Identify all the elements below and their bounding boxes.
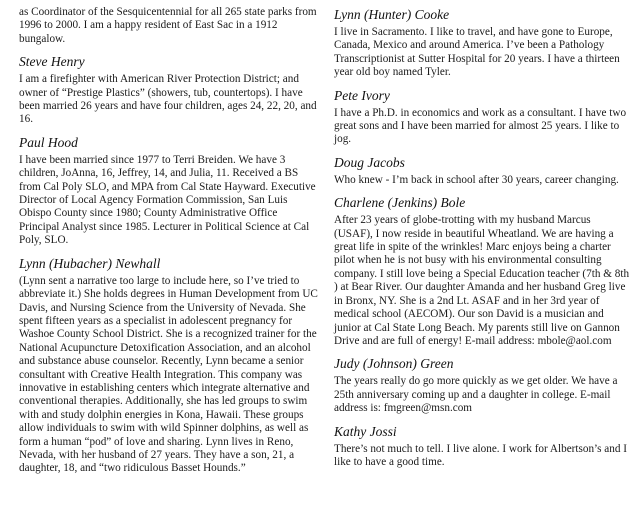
entry-bio: I have a Ph.D. in economics and work as a consultant. I have two great sons and I have been married for almost 25 years. I like to jog. <box>334 106 627 146</box>
entry-name: Charlene (Jenkins) Bole <box>334 195 466 211</box>
entry-bio: The years really do go more quickly as we get older. We have a 25th anniversary coming up and a daughter in college. E-mail address is: fmgreen@msn.com <box>334 375 618 415</box>
entry-bio: I live in Sacramento. I like to travel, and have gone to Europe, Canada, Mexico and around America. I’ve been a Pathology Transcriptionist at Sutter Hospital for 20 years. I have a thirteen year old boy named Tyler. <box>334 26 620 79</box>
entry-name: Lynn (Hunter) Cooke <box>334 7 450 22</box>
entry-bio: After 23 years of globe-trotting with my husband Marcus (USAF), I now reside in beautiful Wheatland. We are having a great life in spite of the wrinkles! Marc enjoys being a charter pilot when he is not busy with his environmental consulting company. I still love being a Special Education teacher (7th & 8th ) at Bear River. Our daughter Amanda and her husband Greg live in Bronx, NY. She is a 2nd Lt. ASAF and in her 3rd year of medical school (AECOM). Our son David is a musician and junior at Cal State Long Beach. My parents still live on Gannon Drive and are full of energy! E-mail address: mbole@aol.com <box>334 214 630 347</box>
right-column <box>334 6 630 476</box>
entry-doug-jacobs <box>334 154 630 187</box>
entry-judy-green <box>334 355 630 415</box>
entry-name: Paul Hood <box>19 134 78 150</box>
entry-lynn-cooke <box>334 6 630 80</box>
left-column <box>19 6 319 483</box>
entry-bio: I am a firefighter with American River Protection District; and owner of “Prestige Plastics” (showers, tub, countertops). I have been married 26 years and have four children, ages 24, 22, 20, and 16. <box>19 73 317 126</box>
entry-pete-ivory <box>334 87 630 147</box>
entry-bio: (Lynn sent a narrative too large to include here, so I’ve tried to abbreviate it.) She holds degrees in Human Development from UC Davis, and Nursing Science from the University of Nevada. She spent fifteen years as a specialist in adolescent pregnancy for Washoe County School District. She is a recognized trainer for the National Acupuncture Detoxification Association, and an alcohol and substance abuse counselor. Recently, Lynn became a senior consultant with Creative Health Integration. This company was innovative in establishing centers which integrate alternative and conventional therapies. Additionally, she has led groups to swim with and study dolphin energies in Kona, Hawaii. These groups allow individuals to swim with wild Spinner dolphins, as well as form a human “pod” of love and sharing. Lynn lives in Reno, Nevada, with her husband of 27 years. They have a son, 21, a daughter, 18, and “two ridiculous Basset Hounds.” <box>19 274 318 475</box>
entry-steve-henry <box>19 53 319 127</box>
entry-name: Kathy Jossi <box>334 423 397 439</box>
entry-kathy-jossi <box>334 423 630 470</box>
entry-lynn-newhall <box>19 255 319 476</box>
intro-paragraph: as Coordinator of the Sesquicentennial for all 265 state parks from 1996 to 2000. I am a happy resident of East Sac in a 1912 bungalow. <box>19 6 317 45</box>
entry-paul-hood <box>19 134 319 248</box>
entry-name: Steve Henry <box>19 54 85 70</box>
entry-name: Lynn (Hubacher) Newhall <box>19 255 161 271</box>
entry-bio: There’s not much to tell. I live alone. I work for Albertson’s and I like to have a good time. <box>334 442 627 468</box>
entry-name: Doug Jacobs <box>334 154 405 170</box>
entry-bio: Who knew - I’m back in school after 30 years, career changing. <box>334 173 619 186</box>
entry-bio: I have been married since 1977 to Terri Breiden. We have 3 children, JoAnna, 16, Jeffrey, 14, and Julia, 11. Received a BS from Cal Poly SLO, and MPA from Cal State Hayward. Executive Director of Local Agency Formation Commission, San Luis Obispo County since 1980; County Administrative Office Principal Analyst since 1985. Lecturer in Political Science at Cal Poly, SLO. <box>19 153 316 247</box>
entry-name: Pete Ivory <box>334 87 390 103</box>
entry-name: Judy (Johnson) Green <box>334 356 454 372</box>
entry-charlene-bole <box>334 194 630 348</box>
